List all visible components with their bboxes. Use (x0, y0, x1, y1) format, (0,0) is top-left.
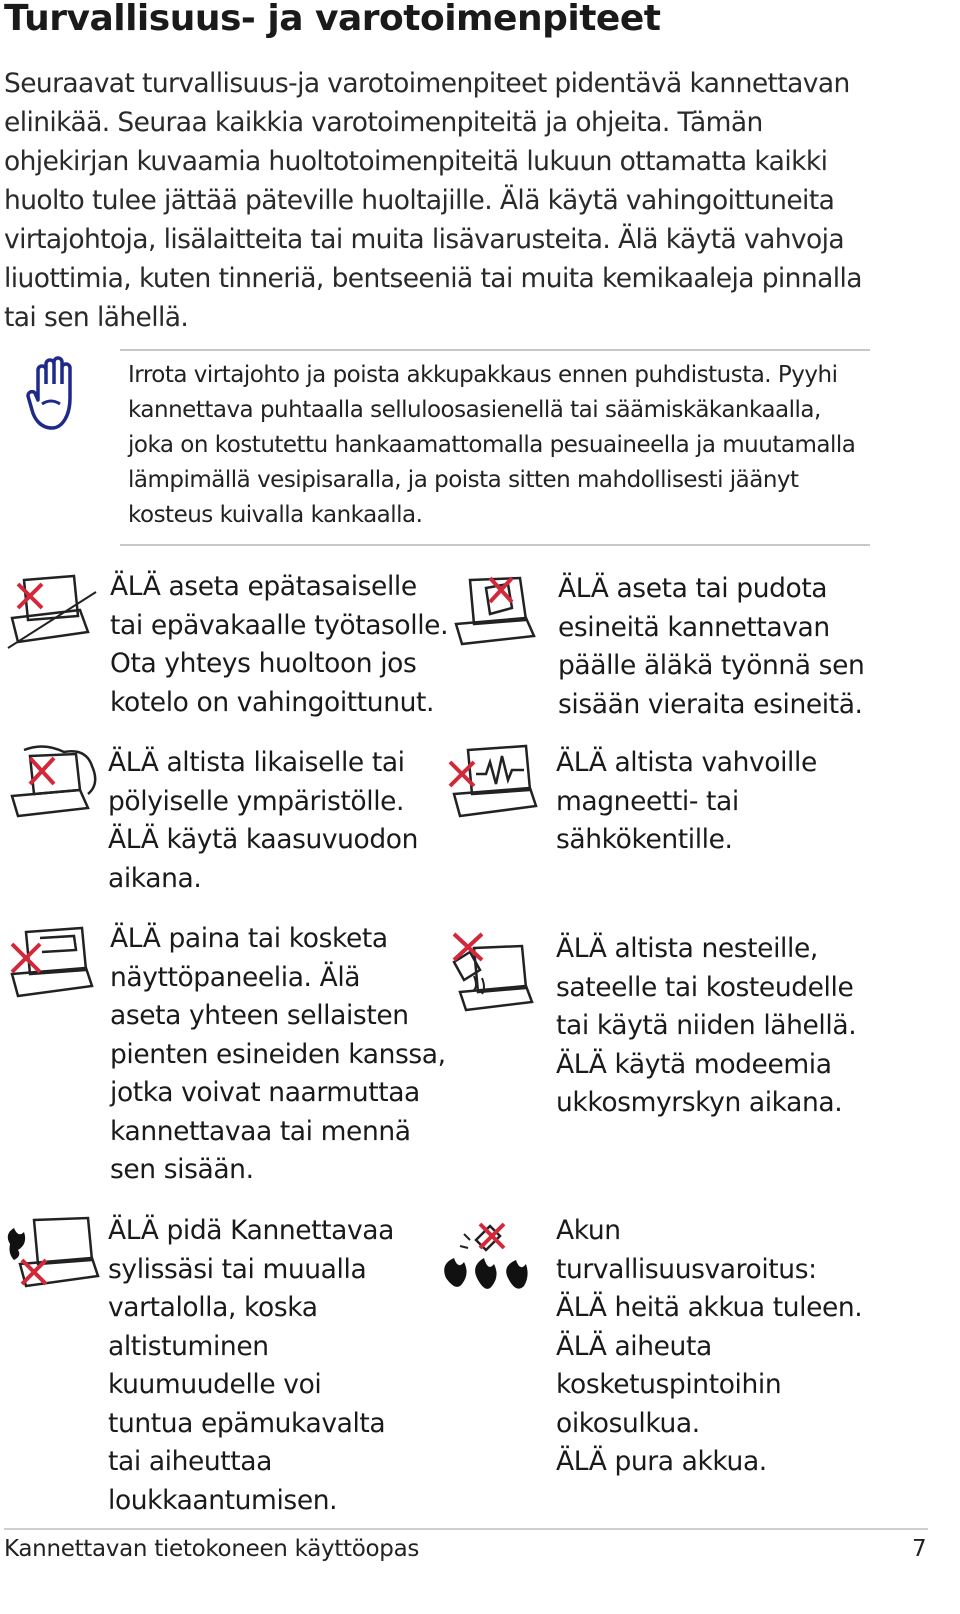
note-top-divider (120, 349, 870, 351)
intro-paragraph: Seuraavat turvallisuus-ja varotoimenpiteet pidentävä kannettavan elinikää. Seuraa kaikkia varotoimenpiteitä ja ohjeita. Tämän ohjekirjan kuvaamia huoltotoimenpiteitä lukuun ottamatta kaikki huolto tulee jättää päteville huoltajille. Älä käytä vahingoittuneita virtajohtoja, lisälaitteita tai muita lisävarusteita. Älä käytä vahvoja liuottimia, kuten tinneriä, bentseeniä tai muita kemikaaleja pinnalla tai sen lähellä. (4, 68, 862, 333)
warning-dust: ÄLÄ altista likaiselle tai pölyiselle ympäristölle. ÄLÄ käytä kaasuvuodon aikana. (108, 747, 418, 894)
heavy-objects-icon (446, 574, 542, 654)
touch-screen-icon (4, 924, 100, 1004)
uneven-surface-icon (4, 572, 100, 652)
warning-touch-screen: ÄLÄ paina tai kosketa näyttöpaneelia. Älä aseta yhteen sellaisten pienten esineiden kanssa, jotka voivat naarmuttaa kannettavaa tai mennä sen sisään. (110, 923, 446, 1185)
warning-liquids: ÄLÄ altista nesteille, sateelle tai kosteudelle tai käytä niiden lähellä. ÄLÄ käytä modeemia ukkosmyrskyn aikana. (556, 933, 857, 1118)
warning-battery: Akun turvallisuusvaroitus: ÄLÄ heitä akkua tuleen. ÄLÄ aiheuta kosketuspintoihin oikosulkua. ÄLÄ pura akkua. (556, 1215, 863, 1477)
magnetic-field-icon (446, 744, 542, 824)
note-text: Irrota virtajohto ja poista akkupakkaus ennen puhdistusta. Pyyhi kannettava puhtaalla selluloosasienellä tai säämiskäkankaalla, joka on kostutettu hankaamattomalla pesuaineella ja muutamalla lämpimällä vesipisaralla, ja poista sitten mahdollisesti jäänyt kosteus kuivalla kankaalla. (128, 362, 856, 528)
footer-divider (4, 1528, 928, 1530)
battery-fire-icon (440, 1218, 536, 1298)
footer-title: Kannettavan tietokoneen käyttöopas (4, 1536, 420, 1562)
warning-heavy-objects: ÄLÄ aseta tai pudota esineitä kannettavan päälle äläkä työnnä sen sisään vieraita esineitä. (558, 573, 865, 720)
page-title: Turvallisuus- ja varotoimenpiteet (4, 0, 661, 39)
warning-magnetic: ÄLÄ altista vahvoille magneetti- tai sähkökentille. (556, 747, 817, 855)
hand-stop-icon (24, 356, 84, 436)
heat-lap-icon (4, 1214, 100, 1294)
liquids-icon (440, 932, 536, 1012)
warning-heat: ÄLÄ pidä Kannettavaa sylissäsi tai muualla vartalolla, koska altistuminen kuumuudelle voi tuntua epämukavalta tai aiheuttaa loukkaantumisen. (108, 1215, 394, 1516)
note-bottom-divider (120, 544, 870, 546)
dust-environment-icon (4, 744, 100, 824)
warning-uneven-surface: ÄLÄ aseta epätasaiselle tai epävakaalle työtasolle. Ota yhteys huoltoon jos kotelo on vahingoittunut. (110, 571, 449, 718)
page-number: 7 (912, 1536, 927, 1562)
